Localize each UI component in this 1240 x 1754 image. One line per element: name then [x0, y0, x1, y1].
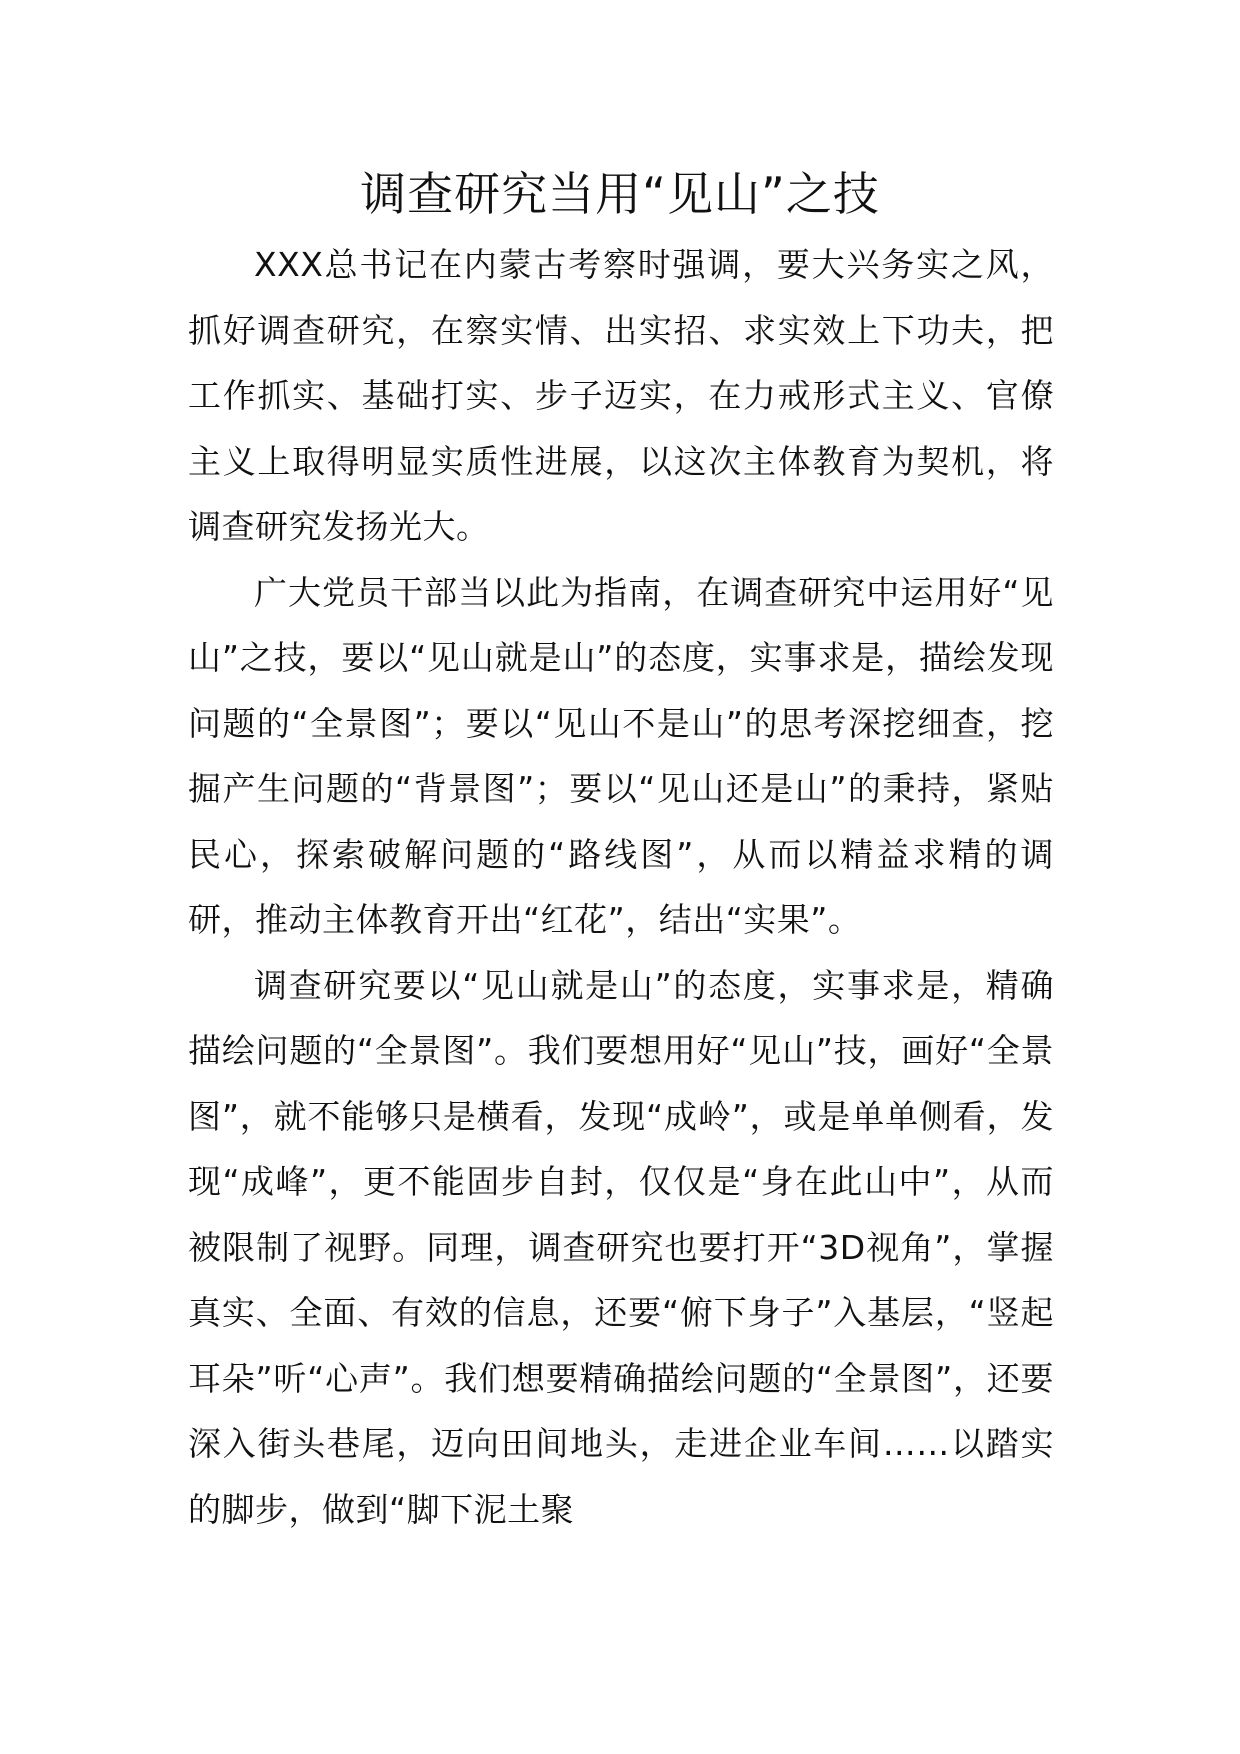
paragraph-3: 调查研究要以“见山就是山”的态度，实事求是，精确描绘问题的“全景图”。我们要想用好“见山”技，画好“全景图”，就不能够只是横看，发现“成岭”，或是单单侧看，发现“成峰”，更不能固步自封，仅仅是“身在此山中”，从而被限制了视野。同理，调查研究也要打开“3D视角”，掌握真实、全面、有效的信息，还要“俯下身子”入基层，“竖起耳朵”听“心声”。我们想要精确描绘问题的“全景图”，还要深入街头巷尾，迈向田间地头，走进企业车间……以踏实的脚步，做到“脚下泥土聚: [188, 965, 1054, 1529]
paragraph-1: XXX总书记在内蒙古考察时强调，要大兴务实之风，抓好调查研究，在察实情、出实招、求实效上下功夫，把工作抓实、基础打实、步子迈实，在力戒形式主义、官僚主义上取得明显实质性进展，以这次主体教育为契机，将调查研究发扬光大。: [188, 245, 1054, 546]
document-body: [188, 232, 1054, 1542]
document-title: 调查研究当用“见山”之技: [360, 167, 880, 221]
paragraph-2: 广大党员干部当以此为指南，在调查研究中运用好“见山”之技，要以“见山就是山”的态度，实事求是，描绘发现问题的“全景图”；要以“见山不是山”的思考深挖细查，挖掘产生问题的“背景图”；要以“见山还是山”的秉持，紧贴民心，探索破解问题的“路线图”，从而以精益求精的调研，推动主体教育开出“红花”，结出“实果”。: [188, 572, 1054, 939]
